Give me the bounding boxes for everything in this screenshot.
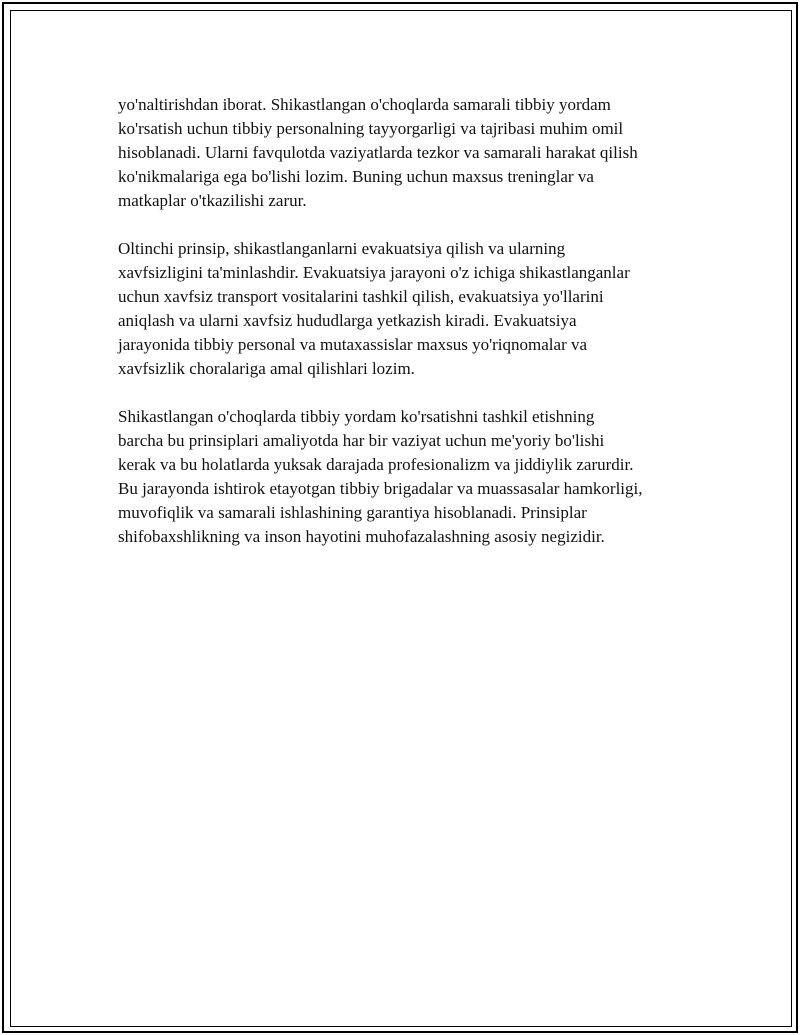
paragraph-2: Oltinchi prinsip, shikastlanganlarni evakuatsiya qilish va ularning xavfsizligini ta'minlashdir. Evakuatsiya jarayoni o'z ichiga shikastlanganlar uchun xavfsiz transport vositalarini tashkil qilish, evakuatsiya yo'llarini aniqlash va ularni xavfsiz hududlarga yetkazish kiradi. Evakuatsiya jarayonida tibbiy personal va mutaxassislar maxsus yo'riqnomalar va xavfsizlik choralariga amal qilishlari lozim. (118, 239, 630, 378)
paragraph-3: Shikastlangan o'choqlarda tibbiy yordam ko'rsatishni tashkil etishning barcha bu prinsiplari amaliyotda har bir vaziyat uchun me'yoriy bo'lishi kerak va bu holatlarda yuksak darajada profesionalizm va jiddiylik zarurdir. Bu jarayonda ishtirok etayotgan tibbiy brigadalar va muassasalar hamkorligi, muvofiqlik va samarali ishlashining garantiya hisoblanadi. Prinsiplar shifobaxshlikning va inson hayotini muhofazalashning asosiy negizidir. (118, 407, 643, 546)
document-body (118, 93, 718, 573)
paragraph-1: yo'naltirishdan iborat. Shikastlangan o'choqlarda samarali tibbiy yordam ko'rsatish uchun tibbiy personalning tayyorgarligi va tajribasi muhim omil hisoblanadi. Ularni favqulotda vaziyatlarda tezkor va samarali harakat qilish ko'nikmalariga ega bo'lishi lozim. Buning uchun maxsus treninglar va matkaplar o'tkazilishi zarur. (118, 95, 638, 210)
